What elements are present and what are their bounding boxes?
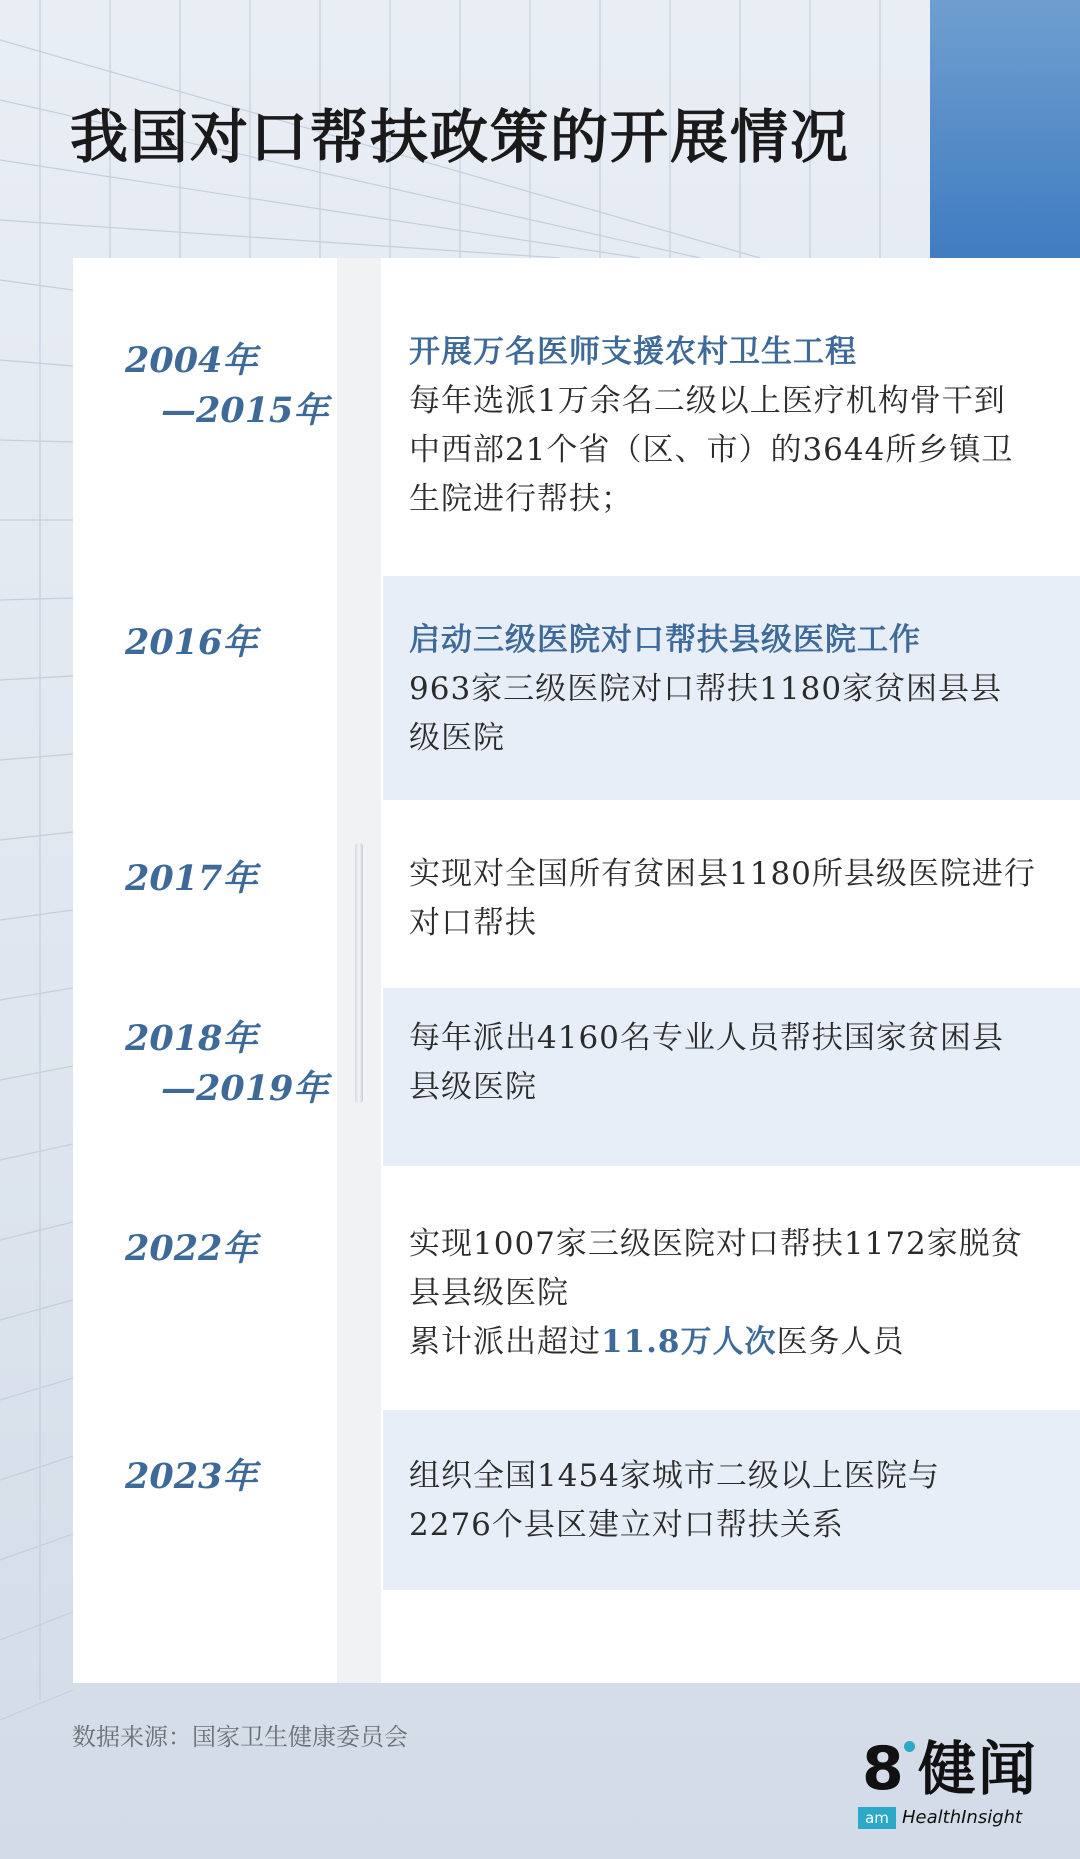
entry-text-prefix: 累计派出超过 bbox=[409, 1324, 601, 1360]
timeline-entry-text bbox=[409, 1014, 1049, 1112]
logo-dot-icon bbox=[904, 1741, 915, 1752]
year-end: —2019年 bbox=[161, 1068, 329, 1109]
entry-line: 2276个县区建立对口帮扶关系 bbox=[409, 1507, 844, 1543]
entry-line: 县级医院 bbox=[409, 1069, 537, 1105]
logo-am-tag: am bbox=[858, 1807, 896, 1829]
entry-line: 级医院 bbox=[409, 720, 505, 756]
entry-line: 实现对全国所有贫困县1180所县级医院进行 bbox=[409, 856, 1036, 892]
timeline-entry-text bbox=[409, 1452, 1049, 1550]
timeline-row-2016 bbox=[73, 576, 1080, 800]
year-label bbox=[125, 854, 257, 904]
timeline-row-2004-2015 bbox=[73, 258, 1080, 576]
entry-heading: 开展万名医师支援农村卫生工程 bbox=[409, 334, 857, 370]
timeline-entry-text bbox=[409, 616, 1049, 763]
entry-line: 组织全国1454家城市二级以上医院与 bbox=[409, 1458, 940, 1494]
timeline-row-2017 bbox=[73, 800, 1080, 988]
entry-line: 963家三级医院对口帮扶1180家贫困县县 bbox=[409, 671, 1003, 707]
year-start: 2023年 bbox=[125, 1456, 258, 1497]
year-start: 2018年 bbox=[125, 1018, 258, 1059]
logo-chinese-name: 健闻 bbox=[918, 1735, 1039, 1803]
timeline-row-2023 bbox=[73, 1410, 1080, 1590]
year-start: 2004年 bbox=[125, 340, 258, 381]
entry-line: 实现1007家三级医院对口帮扶1172家脱贫 bbox=[409, 1226, 1023, 1262]
year-label bbox=[125, 1224, 257, 1274]
year-label bbox=[125, 336, 328, 436]
entry-line: 每年选派1万余名二级以上医疗机构骨干到 bbox=[409, 383, 1006, 419]
logo-english-name: HealthInsight bbox=[902, 1807, 1023, 1828]
highlight-figure: 11.8万人次 bbox=[601, 1324, 777, 1360]
timeline-entry-text bbox=[409, 850, 1049, 948]
timeline-row-2018-2019 bbox=[73, 988, 1080, 1166]
entry-line: 每年派出4160名专业人员帮扶国家贫困县 bbox=[409, 1020, 1004, 1056]
year-label bbox=[125, 1452, 257, 1502]
year-end: —2015年 bbox=[161, 390, 329, 431]
year-label bbox=[125, 1014, 328, 1114]
entry-line: 对口帮扶 bbox=[409, 905, 537, 941]
year-start: 2017年 bbox=[125, 858, 258, 899]
brand-logo bbox=[858, 1735, 1058, 1835]
entry-line: 生院进行帮扶； bbox=[409, 481, 633, 517]
logo-number: 8 bbox=[862, 1734, 904, 1804]
year-label bbox=[125, 618, 257, 668]
entry-line-highlighted bbox=[409, 1318, 1049, 1367]
timeline-row-2022 bbox=[73, 1166, 1080, 1410]
data-source-note: 数据来源：国家卫生健康委员会 bbox=[72, 1723, 408, 1751]
entry-heading: 启动三级医院对口帮扶县级医院工作 bbox=[409, 622, 921, 658]
entry-text-suffix: 医务人员 bbox=[776, 1324, 905, 1360]
year-start: 2022年 bbox=[125, 1228, 258, 1269]
page-title: 我国对口帮扶政策的开展情况 bbox=[70, 103, 851, 171]
corner-accent-block bbox=[930, 0, 1080, 258]
year-start: 2016年 bbox=[125, 622, 258, 663]
timeline-entry-text bbox=[409, 328, 1049, 524]
entry-line: 县县级医院 bbox=[409, 1275, 569, 1311]
timeline-panel bbox=[73, 258, 1080, 1683]
entry-line: 中西部21个省（区、市）的3644所乡镇卫 bbox=[409, 432, 1014, 468]
timeline-entry-text bbox=[409, 1220, 1049, 1367]
